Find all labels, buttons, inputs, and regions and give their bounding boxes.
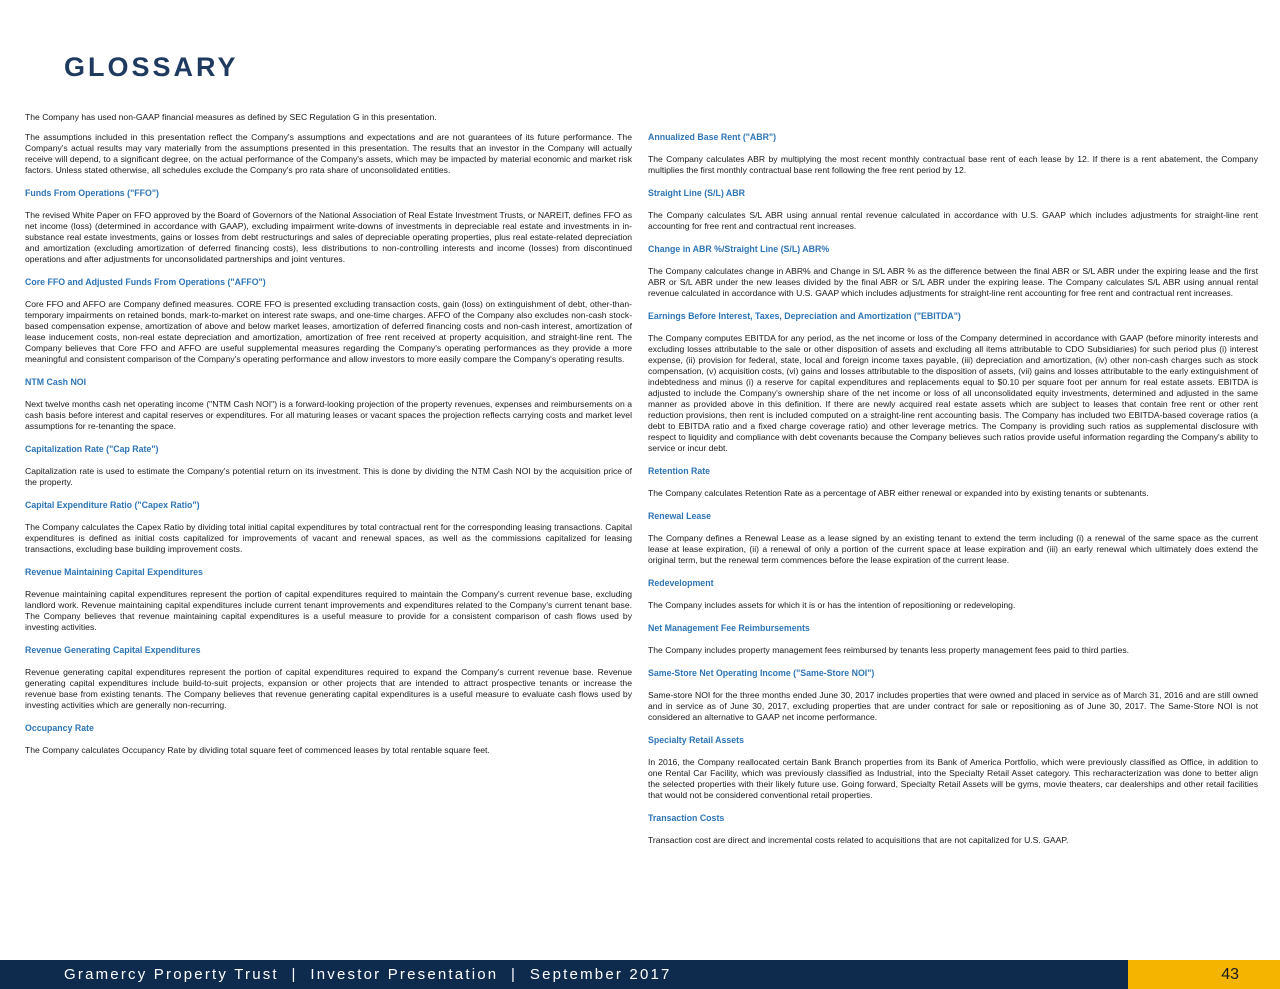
entry-heading: Specialty Retail Assets: [648, 735, 744, 745]
entry-heading: Straight Line (S/L) ABR: [648, 188, 745, 198]
footer-text: Gramercy Property Trust | Investor Presentation | September 2017: [64, 966, 672, 983]
glossary-entry: [648, 188, 1258, 232]
glossary-entry: [25, 567, 632, 633]
entry-heading: Net Management Fee Reimbursements: [648, 623, 810, 633]
glossary-entry: [25, 188, 632, 265]
glossary-entry: [25, 132, 632, 176]
entry-body: The Company defines a Renewal Lease as a lease signed by an existing tenant to extend the term including (i) a renewal of the same space as the current lease at lease expiration, (ii) a renewal of only a portion of the current space at lease expiration and (iii) an early renewal which ultimately does extend the original term, but the renewal term commences before the lease expiration of the current lease.: [648, 533, 1258, 565]
entry-body: The Company calculates ABR by multiplying the most recent monthly contractual base rent of each lease by 12. If there is a rent abatement, the Company multiplies the first monthly contractual base rent following the free rent period by 12.: [648, 154, 1258, 175]
glossary-entry: [25, 377, 632, 432]
glossary-entry: [648, 578, 1258, 611]
entry-body: The Company calculates the Capex Ratio by dividing total initial capital expenditures by total contractual rent for the corresponding leasing transactions. Capital expenditures is defined as initial costs capitalized for improvements of vacant and renewal spaces, as well as the commissions capitalized for leasing transactions, excluding base building improvement costs.: [25, 522, 632, 554]
entry-heading: Same-Store Net Operating Income ("Same-Store NOI"): [648, 668, 875, 678]
entry-body: The Company calculates Retention Rate as a percentage of ABR either renewal or expanded into by existing tenants or subtenants.: [648, 488, 1149, 498]
entry-body: Same-store NOI for the three months ended June 30, 2017 includes properties that were owned and placed in service as of March 31, 2016 and are still owned and in service as of June 30, 2017, excluding properties that are under contract for sale or repositioning as of June 30, 2017. The Same-Store NOI is not considered an alternative to GAAP net income performance.: [648, 690, 1258, 722]
glossary-entry: [648, 311, 1258, 454]
entry-heading: Revenue Generating Capital Expenditures: [25, 645, 201, 655]
page-number-box: [1128, 960, 1280, 989]
entry-body: The Company calculates S/L ABR using annual rental revenue calculated in accordance with U.S. GAAP which includes adjustments for straight-line rent accounting for free rent and contractual rent increases.: [648, 210, 1258, 231]
left-column: [25, 132, 632, 768]
entry-body: Revenue maintaining capital expenditures represent the portion of capital expenditures required to maintain the Company's current revenue base, excluding landlord work. Revenue maintaining capital expenditures include current tenant improvements and expenditures related to the Company's current tenant base. The Company believes that revenue maintaining capital expenditures is a useful measure to provide for a consistent comparison of cash flows used by investing activities.: [25, 589, 632, 632]
entry-body: Next twelve months cash net operating income ("NTM Cash NOI") is a forward-looking projection of the property revenues, expenses and reimbursements on a cash basis before interest and capital reserves or expenditures. For all maturing leases or vacant spaces the projection reflects carrying costs and market level assumptions for re-tenanting the space.: [25, 399, 632, 431]
entry-heading: Change in ABR %/Straight Line (S/L) ABR%: [648, 244, 830, 254]
entry-heading: Retention Rate: [648, 466, 711, 476]
entry-body: The Company calculates Occupancy Rate by dividing total square feet of commenced leases by total rentable square feet.: [25, 745, 490, 755]
entry-heading: Renewal Lease: [648, 511, 712, 521]
entry-heading: NTM Cash NOI: [25, 377, 87, 387]
entry-body: The Company calculates change in ABR% and Change in S/L ABR % as the difference between the final ABR or S/L ABR under the expiring lease and the first ABR or S/L ABR under the new leases divided by the final ABR or S/L ABR under the expiring lease. The Company calculates S/L ABR using annual rental revenue calculated in accordance with U.S. GAAP which includes adjustments for straight-line rent accounting for free rent and contractual rent increases.: [648, 266, 1258, 298]
glossary-entry: [648, 132, 1258, 176]
entry-body: Transaction cost are direct and incremental costs related to acquisitions that are not capitalized for U.S. GAAP.: [648, 835, 1069, 845]
entry-heading: Revenue Maintaining Capital Expenditures: [25, 567, 203, 577]
footer-bar: [0, 960, 1280, 989]
entry-body: Capitalization rate is used to estimate the Company's potential return on its investment. This is done by dividing the NTM Cash NOI by the acquisition price of the property.: [25, 466, 632, 487]
entry-body: The assumptions included in this presentation reflect the Company's assumptions and expectations and are not guarantees of its future performance. The Company's actual results may vary materially from the assumptions presented in this presentation. The results that an investor in the Company will actually receive will depend, to a significant degree, on the actual performance of the Company's assets, which may be impacted by material economic and market risk factors. Unless stated otherwise, all schedules exclude the Company's pro rata share of unconsolidated entities.: [25, 132, 632, 175]
glossary-entry: [648, 668, 1258, 723]
glossary-entry: [25, 444, 632, 488]
entry-heading: Capital Expenditure Ratio ("Capex Ratio"): [25, 500, 200, 510]
entry-body: The Company computes EBITDA for any period, as the net income or loss of the Company determined in accordance with GAAP (before minority interests and excluding losses attributable to the sale or other disposition of assets and excluding all items attributable to CDO Subsidiaries) for such period plus (i) interest expense, (ii) provision for federal, state, local and foreign income taxes payable, (iii) depreciation and amortization, (iv) other non-cash charges such as stock compensation, (v) acquisition costs, (vi) gains and losses attributable to the disposition of assets, (vii) gains and losses attributable to the early extinguishment of indebtedness and minus (i) a reserve for capital expenditures and replacements equal to $0.10 per square foot per annum for real estate assets. EBITDA is adjusted to include the Company's ownership share of the net income or loss of all unconsolidated equity investments, determined and adjusted in the same manner as provided above in this definition. If there are newly acquired real estate assets which are subject to leases that contain free rent or other rent reduction provisions, then rent is included computed on a straight-line rent accounting basis. The Company has included two EBITDA-based coverage ratios (a debt to EBITDA ratio and a fixed charge coverage ratio) and other leverage metrics. The Company is providing such ratios as supplemental disclosure with respect to liquidity and compliance with debt covenants because the Company believes such ratios provide useful information regarding the Company's ability to service or incur debt.: [648, 333, 1258, 453]
entry-heading: Redevelopment: [648, 578, 714, 588]
entry-heading: Occupancy Rate: [25, 723, 94, 733]
glossary-entry: [25, 723, 632, 756]
glossary-entry: [648, 735, 1258, 801]
right-column: [648, 132, 1258, 858]
entry-body: The revised White Paper on FFO approved by the Board of Governors of the National Association of Real Estate Investment Trusts, or NAREIT, defines FFO as net income (loss) (determined in accordance with GAAP), excluding impairment write-downs of investments in depreciable real estate and investments in in-substance real estate investments, gains or losses from debt restructurings and sales of depreciable operating properties, plus real estate-related depreciation and amortization (excluding amortization of deferred financing costs), less distributions to non-controlling interests and income (losses) from discontinued operations and after adjustments for unconsolidated partnerships and joint ventures.: [25, 210, 632, 264]
page-number: 43: [1221, 966, 1239, 983]
page-title: GLOSSARY: [64, 52, 239, 82]
entry-body: In 2016, the Company reallocated certain Bank Branch properties from its Bank of America Portfolio, which were previously classified as Office, in addition to one Rental Car Facility, which was previously classified as Industrial, into the Specialty Retail Asset category. This recharacterization was done to better align the selected properties with their likely future use. Going forward, Specialty Retail Assets will be gyms, movie theaters, car dealerships and other retail facilities that would not be considered conventional retail properties.: [648, 757, 1258, 800]
entry-body: Core FFO and AFFO are Company defined measures. CORE FFO is presented excluding transaction costs, gain (loss) on extinguishment of debt, other-than-temporary impairments on retained bonds, mark-to-market on interest rate swaps, and one-time charges. AFFO of the Company also excludes non-cash stock-based compensation expense, amortization of above and below market leases, amortization of deferred financing costs and non-cash interest, amortization of lease inducement costs, non-real estate depreciation and amortization, amortization of free rent received at property acquisition, and straight-line rent. The Company believes that Core FFO and AFFO are useful supplemental measures regarding the Company's operating performances as they provide a more meaningful and consistent comparison of the Company's operating performance and allow investors to more easily compare the Company's operating results.: [25, 299, 632, 364]
glossary-entry: [25, 277, 632, 365]
glossary-entry: [25, 500, 632, 555]
entry-heading: Transaction Costs: [648, 813, 725, 823]
glossary-entry: [648, 623, 1258, 656]
entry-body: The Company includes assets for which it is or has the intention of repositioning or redeveloping.: [648, 600, 1016, 610]
glossary-entry: [648, 813, 1258, 846]
entry-heading: Core FFO and Adjusted Funds From Operations ("AFFO"): [25, 277, 266, 287]
glossary-entry: [25, 645, 632, 711]
intro-text: The Company has used non-GAAP financial measures as defined by SEC Regulation G in this presentation.: [25, 112, 437, 122]
glossary-entry: [648, 466, 1258, 499]
entry-heading: Funds From Operations ("FFO"): [25, 188, 159, 198]
glossary-entry: [648, 244, 1258, 299]
glossary-entry: [648, 511, 1258, 566]
entry-body: The Company includes property management fees reimbursed by tenants less property management fees paid to third parties.: [648, 645, 1130, 655]
entry-body: Revenue generating capital expenditures represent the portion of capital expenditures required to expand the Company's current revenue base. Revenue generating capital expenditures include build-to-suit projects, expansion or other projects that are intended to attract prospective tenants or increase the revenue base from existing tenants. The Company believes that revenue generating capital expenditures is a useful measure to evaluate cash flows used by investing activities which are generally non-recurring.: [25, 667, 632, 710]
entry-heading: Annualized Base Rent ("ABR"): [648, 132, 777, 142]
entry-heading: Capitalization Rate ("Cap Rate"): [25, 444, 159, 454]
entry-heading: Earnings Before Interest, Taxes, Depreciation and Amortization ("EBITDA"): [648, 311, 961, 321]
